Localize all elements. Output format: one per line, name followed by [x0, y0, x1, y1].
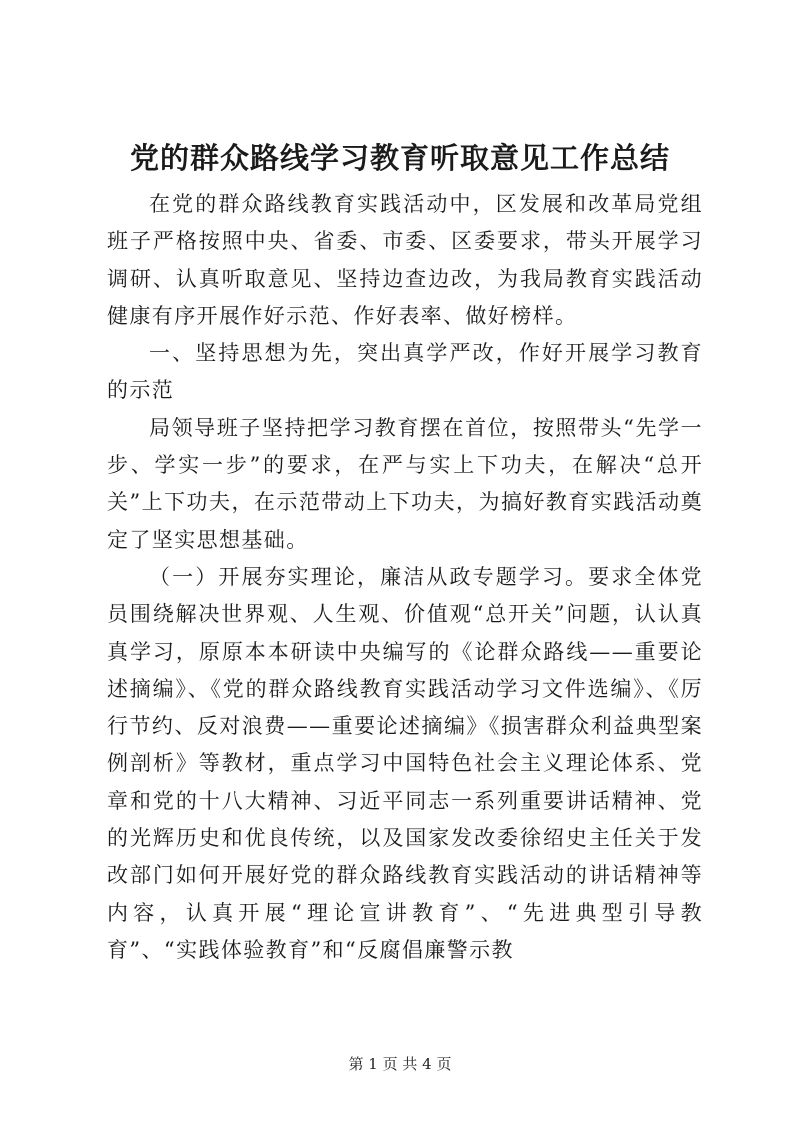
paragraph-subsection-1: （一）开展夯实理论，廉洁从政专题学习。要求全体党员围绕解决世界观、人生观、价值观“总开关”问题，认认真真学习，原原本本研读中央编写的《论群众路线——重要论述摘编》、《党的群众路线教育实践活动学习文件选编》、《厉行节约、反对浪费——重要论述摘编》《损害群众利益典型案例剖析》等教材，重点学习中国特色社会主义理论体系、党章和党的十八大精神、习近平同志一系列重要讲话精神、党的光辉历史和优良传统，以及国家发改委徐绍史主任关于发改部门如何开展好党的群众路线教育实践活动的讲话精神等内容，认真开展“理论宣讲教育”、“先进典型引导教育”、“实践体验教育”和“反腐倡廉警示教 [107, 564, 703, 962]
document-title: 党的群众路线学习教育听取意见工作总结 [129, 141, 670, 175]
section-heading-1: 一、坚持思想为先，突出真学严改，作好开展学习教育的示范 [107, 341, 703, 403]
paragraph-intro: 在党的群众路线教育实践活动中，区发展和改革局党组班子严格按照中央、省委、市委、区委要求，带头开展学习调研、认真听取意见、坚持边查边改，为我局教育实践活动健康有序开展作好示范、作好表率、做好榜样。 [107, 192, 703, 328]
document-body [107, 186, 703, 969]
paragraph-section-1: 局领导班子坚持把学习教育摆在首位，按照带头“先学一步、学实一步”的要求，在严与实上下功夫，在解决“总开关”上下功夫，在示范带动上下功夫，为搞好教育实践活动奠定了坚实思想基础。 [107, 415, 703, 552]
page-number: 第 1 页 共 4 页 [348, 1055, 452, 1073]
